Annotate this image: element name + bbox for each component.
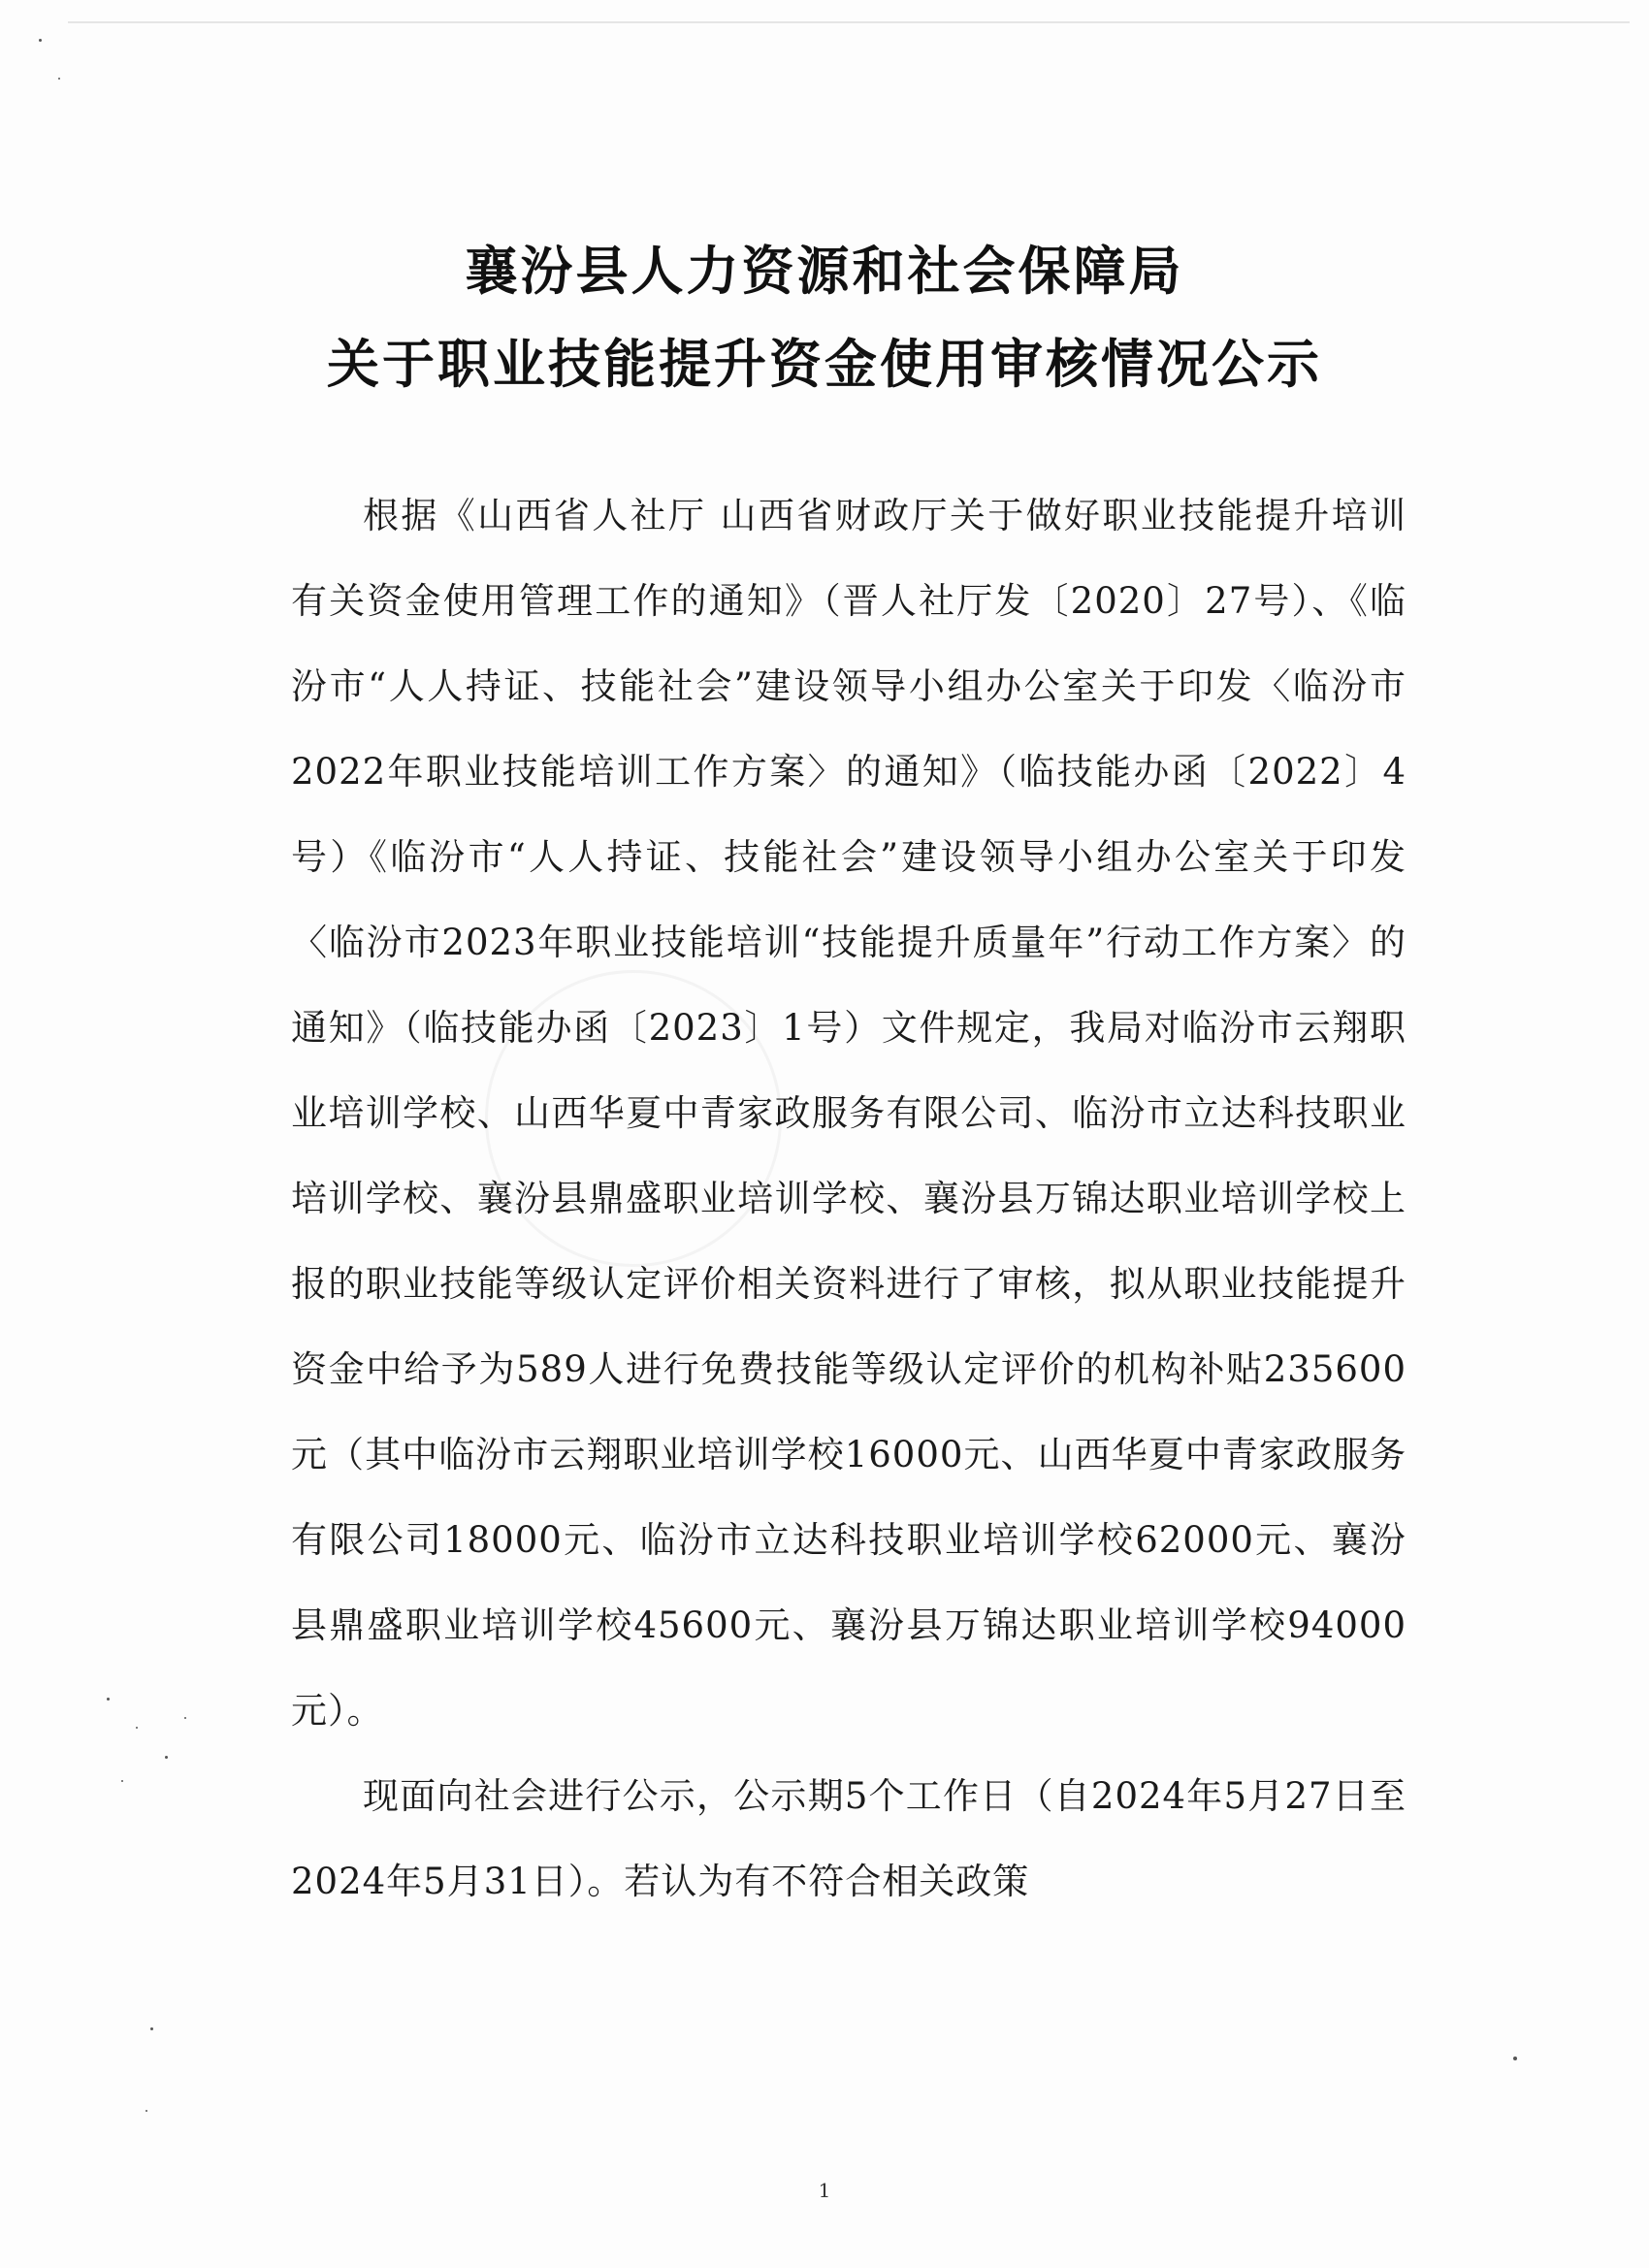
scan-edge-line	[68, 21, 1630, 23]
scan-speck	[58, 78, 60, 80]
title-line-2: 关于职业技能提升资金使用审核情况公示	[327, 334, 1322, 395]
scan-speck	[165, 1756, 168, 1759]
document-body	[291, 473, 1406, 1925]
scan-speck	[184, 1717, 186, 1719]
page-number: 1	[818, 2179, 831, 2202]
scan-speck	[136, 1727, 138, 1729]
scan-speck	[150, 2027, 153, 2030]
scan-speck	[121, 1780, 123, 1782]
body-paragraph-1: 根据《山西省人社厅 山西省财政厅关于做好职业技能提升培训有关资金使用管理工作的通知》（晋人社厅发〔2020〕27号）、《临汾市“人人持证、技能社会”建设领导小组办公室关于印发〈临汾市2022年职业技能培训工作方案〉的通知》（临技能办函〔2022〕4号）《临汾市“人人持证、技能社会”建设领导小组办公室关于印发〈临汾市2023年职业技能培训“技能提升质量年”行动工作方案〉的通知》（临技能办函〔2023〕1号）文件规定，我局对临汾市云翔职业培训学校、山西华夏中青家政服务有限公司、临汾市立达科技职业培训学校、襄汾县鼎盛职业培训学校、襄汾县万锦达职业培训学校上报的职业技能等级认定评价相关资料进行了审核，拟从职业技能提升资金中给予为589人进行免费技能等级认定评价的机构补贴235600元（其中临汾市云翔职业培训学校16000元、山西华夏中青家政服务有限公司18000元、临汾市立达科技职业培训学校62000元、襄汾县鼎盛职业培训学校45600元、襄汾县万锦达职业培训学校94000元）。	[291, 495, 1406, 1732]
scan-speck	[146, 2110, 147, 2112]
scan-speck	[39, 39, 42, 42]
title-line-1: 襄汾县人力资源和社会保障局	[465, 241, 1184, 302]
scan-speck	[1513, 2057, 1517, 2060]
document-title	[0, 225, 1649, 411]
body-paragraph-2: 现面向社会进行公示，公示期5个工作日（自2024年5月27日至2024年5月31日）。若认为有不符合相关政策	[291, 1775, 1406, 1902]
scan-speck	[107, 1698, 110, 1701]
